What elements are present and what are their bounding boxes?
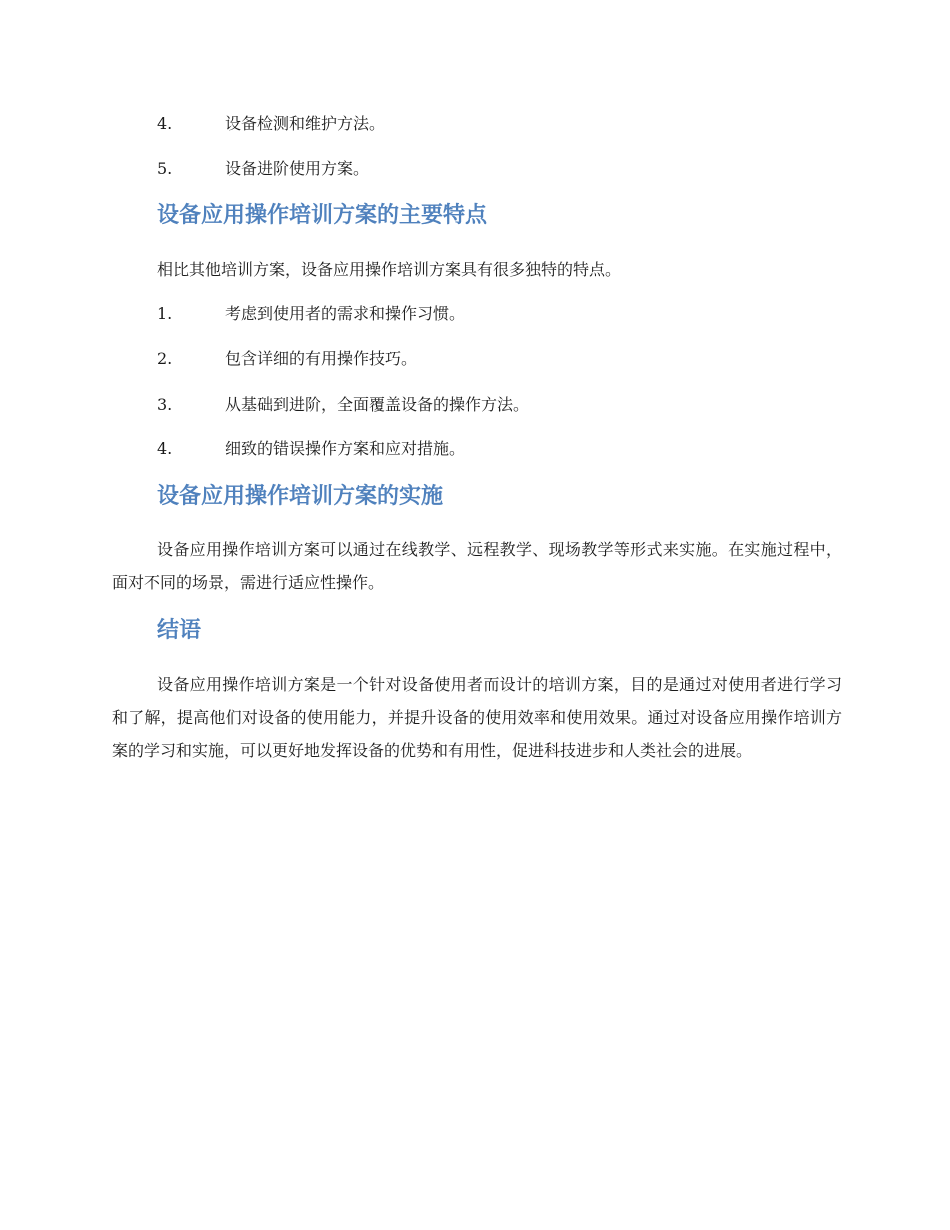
list-item-text: 设备进阶使用方案。 — [225, 159, 370, 178]
section-heading-implementation: 设备应用操作培训方案的实施 — [157, 484, 444, 509]
section-heading-conclusion: 结语 — [157, 618, 202, 643]
features-intro: 相比其他培训方案，设备应用操作培训方案具有很多独特的特点。 — [157, 260, 622, 279]
list-item — [157, 347, 417, 371]
list-item — [157, 437, 465, 461]
list-item — [157, 112, 385, 136]
conclusion-paragraph: 设备应用操作培训方案是一个针对设备使用者而设计的培训方案，目的是通过对使用者进行学习和了解，提高他们对设备的使用能力，并提升设备的使用效率和使用效果。通过对设备应用操作培训方案的学习和实施，可以更好地发挥设备的优势和有用性，促进科技进步和人类社会的进展。 — [112, 675, 842, 760]
list-item-number: 4. — [157, 439, 173, 458]
list-item — [157, 393, 529, 417]
list-item-number: 3. — [157, 395, 173, 414]
list-item-number: 4. — [157, 114, 173, 133]
list-item-text: 包含详细的有用操作技巧。 — [225, 349, 418, 368]
list-item — [157, 302, 465, 326]
list-item-text: 设备检测和维护方法。 — [225, 114, 386, 133]
list-item-text: 从基础到进阶，全面覆盖设备的操作方法。 — [225, 395, 530, 414]
list-item-text: 细致的错误操作方案和应对措施。 — [225, 439, 466, 458]
list-item-number: 2. — [157, 349, 173, 368]
list-item-text: 考虑到使用者的需求和操作习惯。 — [225, 304, 466, 323]
section-heading-features: 设备应用操作培训方案的主要特点 — [157, 203, 488, 228]
list-item-number: 5. — [157, 159, 173, 178]
list-item — [157, 157, 369, 181]
list-item-number: 1. — [157, 304, 173, 323]
implementation-paragraph: 设备应用操作培训方案可以通过在线教学、远程教学、现场教学等形式来实施。在实施过程中，面对不同的场景，需进行适应性操作。 — [112, 540, 842, 592]
